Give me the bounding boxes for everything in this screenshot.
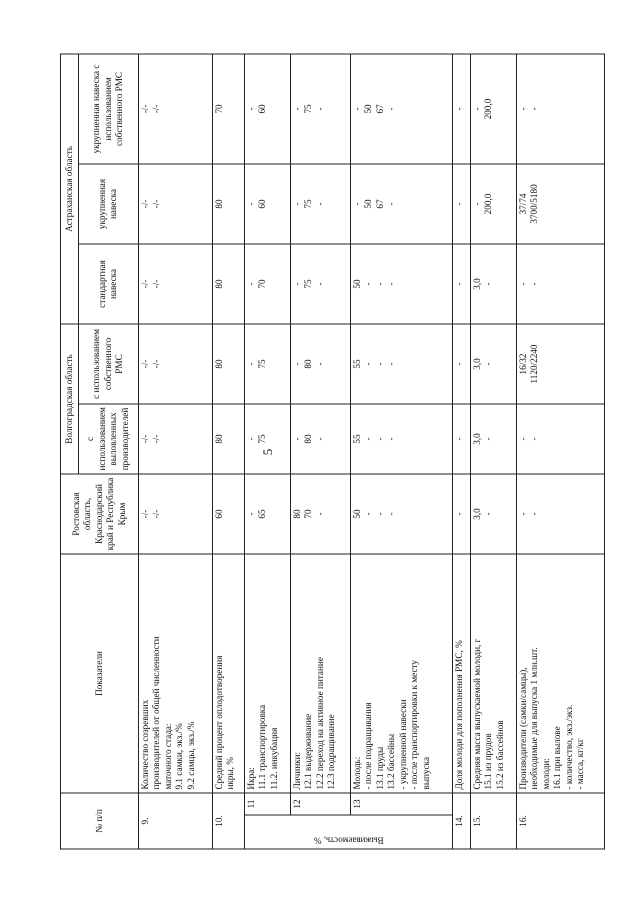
value-cell-ast-enl-own-line: - bbox=[386, 107, 397, 111]
table-row bbox=[350, 54, 452, 849]
value-cell-rostov-line: -/- bbox=[139, 509, 150, 519]
value-cell-ast-std-line: 3,0 bbox=[471, 278, 482, 290]
value-cell-ast-enl-own-line: 50 bbox=[363, 104, 374, 114]
indicator-cell-line: производителей от общей численности bbox=[151, 636, 162, 790]
header-rostov: Ростовская область, Краснодарский край и Республика Крым bbox=[61, 474, 139, 554]
value-cell-ast-enl-line: - bbox=[291, 202, 302, 206]
value-cell-ast-enl-own bbox=[516, 54, 604, 164]
value-cell-ast-enl-own-line: - bbox=[314, 107, 325, 111]
value-cell-volg-own: 80 bbox=[212, 324, 244, 404]
value-cell-ast-enl-own-line: -/- bbox=[151, 104, 162, 114]
value-cell-ast-enl-line: 75 bbox=[303, 199, 314, 209]
indicator-cell-line: 11.1 транспортировка bbox=[257, 704, 268, 790]
value-cell-volg-own bbox=[244, 324, 290, 404]
value-cell-ast-std bbox=[350, 244, 452, 324]
value-cell-volg-own-line: - bbox=[374, 362, 385, 366]
viability-label: Выживаемость, % bbox=[313, 835, 384, 846]
indicator-cell-line: - укрупненной навески bbox=[397, 699, 408, 790]
indicator-cell-line: 9.1 самки, экз./% bbox=[174, 723, 185, 790]
value-cell-rostov-line: 50 bbox=[351, 509, 362, 519]
indicators-table bbox=[60, 53, 605, 849]
header-astrakhan-std: стандартная навеска bbox=[78, 244, 138, 324]
value-cell-volg-wild bbox=[470, 404, 516, 474]
value-cell-ast-enl-own bbox=[138, 54, 212, 164]
value-cell-volg-wild-line: - bbox=[517, 437, 528, 441]
value-cell-volg-wild-line: - bbox=[291, 437, 302, 441]
value-cell-ast-std-line: 70 bbox=[257, 279, 268, 289]
value-cell-ast-enl bbox=[470, 164, 516, 244]
value-cell-rostov: - bbox=[453, 474, 471, 554]
value-cell-ast-enl-own-line: - bbox=[517, 107, 528, 111]
value-cell-rostov-line: 80 bbox=[291, 509, 302, 519]
value-cell-ast-std-line: - bbox=[314, 282, 325, 286]
value-cell-ast-enl-own-line: 75 bbox=[303, 104, 314, 114]
value-cell-ast-std-line: 75 bbox=[303, 279, 314, 289]
value-cell-volg-own-line: - bbox=[386, 362, 397, 366]
value-cell-ast-enl-own-line: 60 bbox=[257, 104, 268, 114]
value-cell-ast-std-line: - bbox=[245, 282, 256, 286]
indicator-cell-line: необходимые для выпуска 1 млн.шт. bbox=[529, 647, 540, 790]
value-cell-ast-enl-own-line: 67 bbox=[374, 104, 385, 114]
value-cell-rostov-line: 3,0 bbox=[471, 508, 482, 520]
value-cell-volg-own: - bbox=[453, 324, 471, 404]
table-row bbox=[470, 54, 516, 849]
indicator-cell-line: 13.2 бассейны bbox=[386, 734, 397, 790]
value-cell-volg-own-line: -/- bbox=[151, 359, 162, 369]
indicator-cell-line: Количество созревших bbox=[139, 699, 150, 790]
value-cell-ast-std-line: -/- bbox=[151, 279, 162, 289]
value-cell-rostov-line: - bbox=[245, 512, 256, 516]
value-cell-ast-enl-own bbox=[290, 54, 350, 164]
value-cell-ast-std-line: -/- bbox=[139, 279, 150, 289]
value-cell-volg-own-line: - bbox=[483, 362, 494, 366]
indicator-cell bbox=[244, 554, 290, 793]
value-cell-volg-own bbox=[516, 324, 604, 404]
value-cell-rostov bbox=[470, 474, 516, 554]
header-volgograd-wild: с использованием выловленных производителей bbox=[78, 404, 138, 474]
table-row bbox=[138, 54, 212, 849]
value-cell-ast-enl-line: -/- bbox=[151, 199, 162, 209]
indicator-cell-line: - после подращивания bbox=[363, 702, 374, 790]
value-cell-ast-enl bbox=[290, 164, 350, 244]
value-cell-volg-own-line: - bbox=[314, 362, 325, 366]
value-cell-rostov-line: -/- bbox=[151, 509, 162, 519]
value-cell-ast-enl-line: - bbox=[386, 202, 397, 206]
table-row bbox=[212, 54, 244, 849]
value-cell-ast-std-line: - bbox=[374, 282, 385, 286]
value-cell-ast-std-line: - bbox=[517, 282, 528, 286]
header-volgograd: Волгоградская область bbox=[61, 324, 79, 474]
indicator-cell-line: 9.2 самцы, экз./% bbox=[185, 721, 196, 790]
indicator-cell-line: 12.2 переход на активное питание bbox=[314, 657, 325, 790]
indicator-cell-line: Производители (самки/самцы), bbox=[517, 667, 528, 790]
value-cell-rostov bbox=[138, 474, 212, 554]
indicator-cell-line: Средняя масса выпускаемой молоди, г bbox=[471, 638, 482, 790]
value-cell-ast-enl bbox=[138, 164, 212, 244]
value-cell-volg-wild-line: - bbox=[483, 437, 494, 441]
value-cell-volg-own bbox=[138, 324, 212, 404]
table-row bbox=[244, 54, 290, 849]
indicator-cell-line: маточного стада: bbox=[162, 723, 173, 790]
indicator-cell-line: 15.2 из бассейнов bbox=[494, 720, 505, 790]
value-cell-ast-enl-own: 70 bbox=[212, 54, 244, 164]
value-cell-ast-enl-line: 3700/5180 bbox=[529, 184, 540, 224]
value-cell-volg-wild-line: - bbox=[314, 437, 325, 441]
header-astrakhan-enl-own: укрупненная навеска с использованием собственного РМС bbox=[78, 54, 138, 164]
indicator-cell-line: 12.3 подращивание bbox=[326, 714, 337, 790]
value-cell-ast-std-line: - bbox=[291, 282, 302, 286]
value-cell-volg-own bbox=[350, 324, 452, 404]
value-cell-rostov-line: 65 bbox=[257, 509, 268, 519]
value-cell-volg-wild: 80 bbox=[212, 404, 244, 474]
value-cell-rostov-line: - bbox=[374, 512, 385, 516]
value-cell-ast-std bbox=[516, 244, 604, 324]
value-cell-ast-enl-own: - bbox=[453, 54, 471, 164]
header-indicator: Показатели bbox=[61, 554, 139, 793]
value-cell-ast-std-line: - bbox=[386, 282, 397, 286]
indicator-cell bbox=[453, 554, 471, 793]
value-cell-ast-std bbox=[244, 244, 290, 324]
header-volgograd-own: с использованием собственного РМС bbox=[78, 324, 138, 404]
row-number: 13 bbox=[350, 793, 452, 815]
value-cell-ast-enl-line: - bbox=[351, 202, 362, 206]
value-cell-ast-std bbox=[470, 244, 516, 324]
value-cell-rostov-line: - bbox=[517, 512, 528, 516]
value-cell-volg-own-line: 1120/2240 bbox=[529, 344, 540, 384]
indicator-cell-line: икры, % bbox=[225, 757, 236, 790]
value-cell-ast-enl-own bbox=[470, 54, 516, 164]
value-cell-rostov-line: - bbox=[483, 512, 494, 516]
row-number: 11 bbox=[244, 793, 290, 815]
row-number: 15. bbox=[470, 793, 516, 849]
table-row bbox=[516, 54, 604, 849]
value-cell-ast-std: - bbox=[453, 244, 471, 324]
value-cell-rostov-line: - bbox=[314, 512, 325, 516]
header-num: № п/п bbox=[61, 793, 139, 849]
indicator-cell-line: - после транспортировки к месту bbox=[409, 659, 420, 790]
value-cell-rostov-line: - bbox=[529, 512, 540, 516]
value-cell-rostov-line: - bbox=[363, 512, 374, 516]
value-cell-volg-wild-line: -/- bbox=[151, 434, 162, 444]
value-cell-volg-wild bbox=[516, 404, 604, 474]
value-cell-ast-enl-line: - bbox=[471, 202, 482, 206]
indicator-cell-line: - количество, экз./экз. bbox=[563, 704, 574, 790]
indicator-cell-line: - масса, кг/кг bbox=[575, 738, 586, 790]
value-cell-ast-enl-line: 200,0 bbox=[483, 193, 494, 215]
value-cell-ast-std-line: - bbox=[363, 282, 374, 286]
value-cell-rostov bbox=[516, 474, 604, 554]
value-cell-volg-wild-line: 75 bbox=[257, 434, 268, 444]
value-cell-volg-own bbox=[470, 324, 516, 404]
value-cell-ast-enl-line: 60 bbox=[257, 199, 268, 209]
value-cell-ast-enl bbox=[244, 164, 290, 244]
value-cell-ast-enl-line: 37/74 bbox=[517, 193, 528, 215]
value-cell-ast-enl-line: -/- bbox=[139, 199, 150, 209]
value-cell-ast-enl-own bbox=[350, 54, 452, 164]
value-cell-volg-wild-line: 80 bbox=[303, 434, 314, 444]
header-astrakhan: Астраханская область bbox=[61, 54, 79, 324]
value-cell-ast-enl bbox=[350, 164, 452, 244]
value-cell-ast-enl: - bbox=[453, 164, 471, 244]
value-cell-ast-enl-own-line: - bbox=[529, 107, 540, 111]
value-cell-ast-enl-own-line: - bbox=[351, 107, 362, 111]
indicator-cell bbox=[350, 554, 452, 793]
indicator-cell-line: 16.1 при вылове bbox=[552, 726, 563, 790]
value-cell-ast-enl: 80 bbox=[212, 164, 244, 244]
value-cell-volg-own-line: 3,0 bbox=[471, 358, 482, 370]
indicator-cell-line: 15.1 из прудов bbox=[483, 733, 494, 790]
table-row bbox=[290, 54, 350, 849]
indicator-cell-line: молоди: bbox=[540, 758, 551, 790]
value-cell-volg-wild-line: - bbox=[245, 437, 256, 441]
indicator-cell-line: Доля молоди для пополнения РМС, % bbox=[454, 640, 465, 790]
value-cell-volg-own-line: 75 bbox=[257, 359, 268, 369]
value-cell-ast-std-line: - bbox=[529, 282, 540, 286]
row-number: 9. bbox=[138, 793, 212, 849]
value-cell-volg-wild-line: 3,0 bbox=[471, 433, 482, 445]
indicator-cell-line: Личинки: bbox=[291, 751, 302, 790]
value-cell-volg-own-line: -/- bbox=[139, 359, 150, 369]
value-cell-volg-wild-line: -/- bbox=[139, 434, 150, 444]
indicator-cell-line: выпуска bbox=[420, 756, 431, 790]
value-cell-volg-own-line: - bbox=[291, 362, 302, 366]
value-cell-ast-enl-own-line: - bbox=[291, 107, 302, 111]
value-cell-ast-enl-line: 67 bbox=[374, 199, 385, 209]
value-cell-volg-own bbox=[290, 324, 350, 404]
value-cell-ast-enl-line: - bbox=[245, 202, 256, 206]
value-cell-volg-own-line: 80 bbox=[303, 359, 314, 369]
value-cell-volg-own-line: 16/32 bbox=[517, 353, 528, 375]
value-cell-volg-own-line: 55 bbox=[351, 359, 362, 369]
value-cell-volg-wild-line: - bbox=[529, 437, 540, 441]
value-cell-ast-enl-own-line: - bbox=[471, 107, 482, 111]
value-cell-volg-wild bbox=[138, 404, 212, 474]
value-cell-volg-wild-line: - bbox=[363, 437, 374, 441]
indicator-cell bbox=[212, 554, 244, 793]
value-cell-volg-own-line: - bbox=[363, 362, 374, 366]
value-cell-ast-enl-own-line: -/- bbox=[139, 104, 150, 114]
value-cell-ast-std bbox=[138, 244, 212, 324]
value-cell-rostov bbox=[290, 474, 350, 554]
viability-label-cell bbox=[244, 815, 452, 849]
value-cell-ast-enl-own bbox=[244, 54, 290, 164]
value-cell-volg-wild: - bbox=[453, 404, 471, 474]
indicator-cell-line: 13.1 пруды bbox=[374, 746, 385, 790]
indicator-cell-line: Икра: bbox=[245, 767, 256, 790]
value-cell-rostov bbox=[350, 474, 452, 554]
value-cell-ast-enl bbox=[516, 164, 604, 244]
row-number: 14. bbox=[453, 793, 471, 849]
value-cell-rostov-line: - bbox=[386, 512, 397, 516]
indicator-cell bbox=[470, 554, 516, 793]
indicator-cell bbox=[290, 554, 350, 793]
value-cell-volg-wild-line: 55 bbox=[351, 434, 362, 444]
value-cell-rostov: 60 bbox=[212, 474, 244, 554]
value-cell-volg-own-line: - bbox=[245, 362, 256, 366]
value-cell-ast-enl-own-line: - bbox=[245, 107, 256, 111]
value-cell-ast-std-line: - bbox=[483, 282, 494, 286]
table-row bbox=[453, 54, 471, 849]
value-cell-rostov-line: 70 bbox=[303, 509, 314, 519]
row-number: 16. bbox=[516, 793, 604, 849]
value-cell-rostov bbox=[244, 474, 290, 554]
indicator-cell-line: Молодь: bbox=[351, 756, 362, 790]
header-astrakhan-enl: укрупненная навеска bbox=[78, 164, 138, 244]
value-cell-volg-wild-line: - bbox=[374, 437, 385, 441]
table-body bbox=[138, 54, 604, 849]
value-cell-ast-std bbox=[290, 244, 350, 324]
value-cell-ast-enl-line: 50 bbox=[363, 199, 374, 209]
value-cell-volg-wild-line: - bbox=[386, 437, 397, 441]
indicator-cell-line: 11.2. инкубация bbox=[268, 727, 279, 790]
page-number: 5 bbox=[260, 448, 275, 456]
header-row-1 bbox=[61, 54, 79, 849]
value-cell-ast-std-line: 50 bbox=[351, 279, 362, 289]
row-number: 10. bbox=[212, 793, 244, 849]
indicator-cell-line: Средний процент оплодотворения bbox=[213, 655, 224, 790]
value-cell-volg-wild bbox=[350, 404, 452, 474]
value-cell-ast-std: 80 bbox=[212, 244, 244, 324]
value-cell-ast-enl-own-line: 200,0 bbox=[483, 98, 494, 120]
value-cell-ast-enl-line: - bbox=[314, 202, 325, 206]
indicator-cell-line: 12.1 выдерживание bbox=[303, 713, 314, 790]
indicator-cell bbox=[138, 554, 212, 793]
value-cell-volg-wild bbox=[244, 404, 290, 474]
document-page bbox=[20, 25, 620, 880]
row-number: 12 bbox=[290, 793, 350, 815]
value-cell-volg-wild bbox=[290, 404, 350, 474]
indicator-cell bbox=[516, 554, 604, 793]
